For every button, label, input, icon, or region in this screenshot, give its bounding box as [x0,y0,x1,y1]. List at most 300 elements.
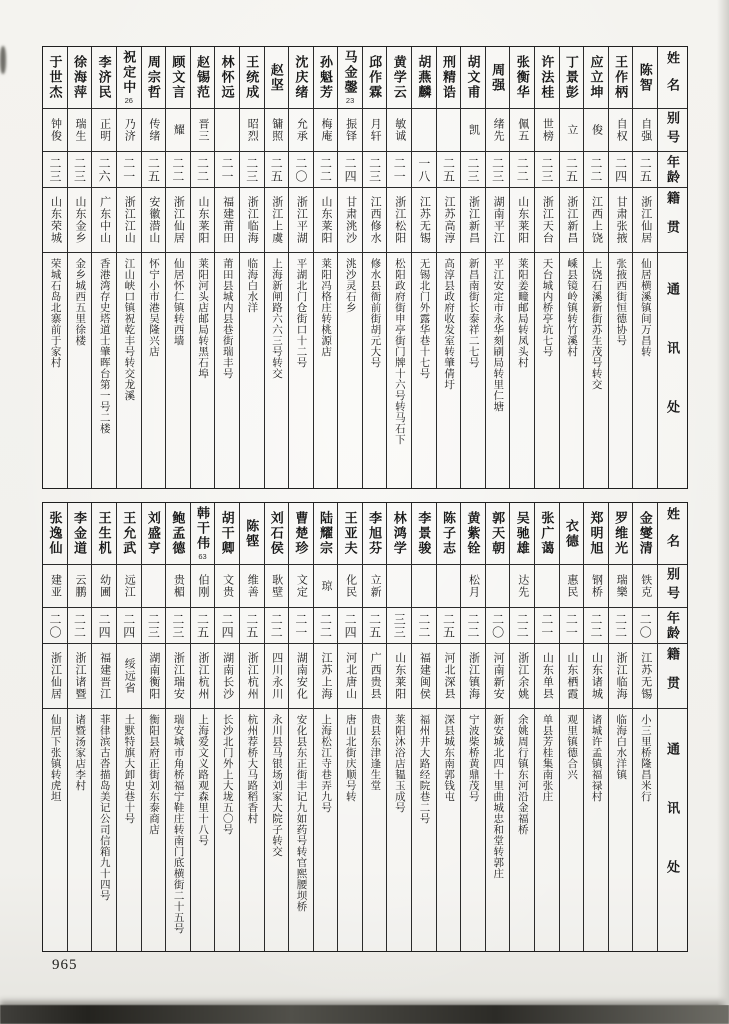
person-name: 胡文甫 [465,55,481,100]
person-hao-cell [240,109,264,152]
person-hao: 钟俊 [49,118,62,142]
person-name-cell [191,47,215,109]
person-age-cell [166,608,190,644]
person-column [337,503,362,951]
person-native-cell [387,188,411,253]
person-age: 三三 [392,612,407,639]
person-age: 二五 [146,156,161,183]
person-native-cell [166,644,190,709]
person-age-cell [191,608,215,644]
person-native-cell [338,644,362,709]
person-native-cell [117,188,141,253]
person-native-cell [240,644,264,709]
person-name: 王允武 [121,511,137,556]
person-addr: 上饶石溪新街苏生茂号转交 [590,258,603,390]
person-column [632,47,657,488]
person-name-cell [314,503,338,565]
person-addr-cell [314,253,338,488]
person-note: 23 [345,96,355,105]
person-native: 浙江仙居 [49,652,62,700]
person-age: 二三 [146,612,161,639]
person-addr-cell [43,709,67,951]
person-addr: 莆田县城内县巷街瑞丰号 [221,258,234,379]
person-name: 黄学云 [391,55,407,100]
person-native: 浙江江山 [123,196,136,244]
person-column [67,503,92,951]
person-name: 曹楚珍 [293,511,309,556]
person-hao-cell [142,565,166,608]
person-name: 刘石侯 [268,511,284,556]
person-hao-cell [240,565,264,608]
person-addr-cell [117,253,141,488]
person-native-cell [314,188,338,253]
person-hao-cell [584,565,608,608]
person-name: 郭天朝 [490,511,506,556]
person-native: 浙江临海 [615,652,628,700]
person-name: 陆耀宗 [317,511,333,556]
person-column [608,47,633,488]
person-hao: 允承 [295,118,308,142]
person-native-cell [633,188,657,253]
person-addr-cell [265,253,289,488]
person-addr: 松阳政府街申亭街门牌十六号转马石下 [393,258,406,445]
person-age-cell [166,152,190,188]
person-native-cell [68,188,92,253]
person-native: 山东诸城 [590,652,603,700]
person-addr-cell [584,709,608,951]
person-name-cell [240,503,264,565]
person-native: 福建莆田 [221,196,234,244]
person-name: 郑明旭 [588,511,604,556]
person-native: 浙江新昌 [565,196,578,244]
person-age-cell [314,608,338,644]
person-column [91,503,116,951]
person-age: 二五 [441,156,456,183]
person-age: 二二 [318,156,333,183]
person-addr: 张掖西街恒德协号 [615,258,628,346]
person-age: 二二 [589,156,604,183]
person-hao: 耿壁 [270,574,283,598]
person-name: 张逸仙 [47,511,63,556]
person-name-cell [43,47,67,109]
person-age-cell [412,608,436,644]
person-column [608,503,633,951]
person-age-cell [363,152,387,188]
person-native: 江苏高淳 [442,196,455,244]
person-name-cell [191,503,215,565]
person-column [239,47,264,488]
person-age-cell [535,152,559,188]
person-hao: 建亚 [49,574,62,598]
person-native-cell [437,188,461,253]
person-hao-cell [510,565,534,608]
person-native-cell [289,644,313,709]
person-native: 山东莱阳 [516,196,529,244]
person-name-cell [609,503,633,565]
person-native: 浙江瑞安 [172,652,185,700]
person-native-cell [535,188,559,253]
person-hao-cell [265,565,289,608]
person-age: 二二 [515,612,530,639]
person-native: 江西上饶 [590,196,603,244]
person-hao: 达先 [516,574,529,598]
person-age: 二三 [367,156,382,183]
person-age: 二二 [170,156,185,183]
person-name: 鲍孟德 [170,511,186,556]
person-addr: 荣城石岛北寨前于家村 [49,258,62,368]
person-hao: 世榜 [541,118,554,142]
person-native-cell [584,188,608,253]
person-hao: 凯 [467,124,480,136]
person-age-cell [437,152,461,188]
person-age-cell [584,152,608,188]
person-name: 王作柄 [613,55,629,100]
person-addr-cell [387,709,411,951]
person-hao: 耀 [172,124,185,136]
person-column [411,503,436,951]
person-age-cell [535,608,559,644]
scan-smudge-left [0,46,6,74]
person-addr-cell [240,709,264,951]
header-label-age: 年龄 [665,610,680,641]
person-native-cell [215,188,239,253]
person-age: 二〇 [293,156,308,183]
person-addr-cell [68,253,92,488]
person-name-cell [633,47,657,109]
person-age-cell [461,608,485,644]
header-cell-native [658,188,687,253]
person-hao-cell [338,109,362,152]
person-native-cell [510,188,534,253]
person-addr-cell [633,253,657,488]
person-age-cell [633,152,657,188]
person-native: 浙江镇海 [467,652,480,700]
person-column [190,47,215,488]
person-name-cell [437,47,461,109]
person-age: 二四 [97,612,112,639]
person-age: 二三 [72,156,87,183]
person-age: 二二 [318,612,333,639]
person-addr-cell [560,709,584,951]
person-native: 山东单县 [541,652,554,700]
header-label-addr: 通讯处 [665,741,680,919]
person-native: 江苏无锡 [418,196,431,244]
person-addr-cell [584,253,608,488]
person-addr: 杭州荐桥大马路稻香村 [246,714,259,824]
person-name-cell [117,47,141,109]
person-age-cell [338,152,362,188]
person-addr: 福州井大路经院巷二号 [418,714,431,824]
person-name: 胡干卿 [219,511,235,556]
person-native: 山东金乡 [74,196,87,244]
person-name-cell [289,47,313,109]
person-name-cell [609,47,633,109]
person-addr-cell [609,709,633,951]
person-addr-cell [314,709,338,951]
person-addr-cell [535,709,559,951]
directory-table-top [42,46,688,489]
person-age-cell [43,608,67,644]
person-age: 二五 [564,156,579,183]
person-age: 二一 [564,612,579,639]
person-name: 王生机 [96,511,112,556]
person-native-cell [633,644,657,709]
person-addr: 余姚周行镇东河沿金福桥 [516,714,529,835]
person-native: 浙江天台 [541,196,554,244]
person-age-cell [412,152,436,188]
person-native-cell [92,188,116,253]
person-name-cell [437,503,461,565]
person-native: 浙江上虞 [270,196,283,244]
person-hao-cell [486,109,510,152]
person-addr: 深县城东南郭钱屯 [443,714,456,802]
person-native-cell [265,188,289,253]
person-column [67,47,92,488]
person-age: 二二 [613,612,628,639]
person-native: 山东莱阳 [197,196,210,244]
person-hao-cell [215,565,239,608]
person-native-cell [43,188,67,253]
person-name-cell [584,503,608,565]
person-column [43,47,67,488]
person-age-cell [437,608,461,644]
person-column [264,47,289,488]
person-native-cell [486,644,510,709]
person-column [264,503,289,951]
person-age: 二五 [638,156,653,183]
person-name-cell [486,47,510,109]
person-addr-cell [166,709,190,951]
person-name-cell [314,47,338,109]
person-age-cell [387,608,411,644]
person-addr-cell [166,253,190,488]
person-hao-cell [338,565,362,608]
person-column [116,503,141,951]
person-addr: 唐山北街庆顺号转 [344,714,357,802]
person-native-cell [314,644,338,709]
person-native-cell [609,644,633,709]
person-native: 江苏上海 [319,652,332,700]
person-addr-cell [92,709,116,951]
person-native-cell [584,644,608,709]
person-name: 于世杰 [47,55,63,100]
person-name: 李景骏 [416,511,432,556]
person-name-cell [461,47,485,109]
person-age-cell [117,608,141,644]
person-name-cell [265,503,289,565]
person-age: 二五 [441,612,456,639]
person-name: 韩干伟 [195,506,211,551]
person-name: 李金道 [72,511,88,556]
person-name-cell [584,47,608,109]
person-name: 王亚夫 [342,511,358,556]
person-hao: 传绪 [147,118,160,142]
person-age-cell [92,608,116,644]
person-addr: 香港湾存史塔道士肇晖台第一号二楼 [98,258,111,434]
person-hao: 昭烈 [246,118,259,142]
person-age-cell [363,608,387,644]
person-native-cell [117,644,141,709]
person-native: 甘肃张掖 [615,196,628,244]
person-addr-cell [412,709,436,951]
person-native: 福建闽侯 [418,652,431,700]
person-name: 赵坚 [268,62,284,93]
person-hao: 晋三 [197,118,210,142]
person-hao: 自强 [639,118,652,142]
person-hao-cell [289,109,313,152]
person-addr-cell [412,253,436,488]
person-hao-cell [461,109,485,152]
person-column [632,503,657,951]
header-label-name: 姓名 [665,506,680,561]
person-name-cell [633,503,657,565]
person-name: 衣德 [563,518,579,549]
person-addr: 修水县衙前街胡元大号 [369,258,382,368]
person-name-cell [142,503,166,565]
person-column [436,503,461,951]
person-hao: 立 [565,124,578,136]
person-addr: 单县芳桂集南张庄 [541,714,554,802]
person-age-cell [142,152,166,188]
person-age: 二四 [220,612,235,639]
header-label-native: 籍贯 [665,191,680,249]
person-hao-cell [363,109,387,152]
person-native: 广西贵县 [369,652,382,700]
person-native: 江西修水 [369,196,382,244]
person-column [559,503,584,951]
person-addr-cell [510,253,534,488]
person-name: 赵锡范 [195,55,211,100]
person-age-cell [510,608,534,644]
person-native: 河北唐山 [344,652,357,700]
person-native-cell [387,644,411,709]
person-age: 二三 [244,156,259,183]
person-name: 丁景彭 [563,55,579,100]
person-name-cell [338,47,362,109]
person-age-cell [486,608,510,644]
person-age: 二〇 [47,612,62,639]
person-addr-cell [215,253,239,488]
person-hao-cell [265,109,289,152]
person-hao-cell [609,109,633,152]
person-name-cell [338,503,362,565]
header-cell-age [658,608,687,644]
person-name-cell [412,47,436,109]
person-column [534,47,559,488]
person-addr-cell [535,253,559,488]
person-addr-cell [437,253,461,488]
person-age: 二四 [613,156,628,183]
person-age-cell [215,152,239,188]
person-name: 刘盛亨 [145,511,161,556]
person-name-cell [240,47,264,109]
person-addr: 平湖北门仓街口十二号 [295,258,308,368]
person-addr: 天台城内桥亭坑七号 [541,258,554,357]
person-column [43,503,67,951]
person-native-cell [338,188,362,253]
person-name: 邱作霖 [367,55,383,100]
person-hao-cell [535,565,559,608]
person-hao-cell [560,565,584,608]
person-name: 林鸿学 [391,511,407,556]
person-hao-cell [117,565,141,608]
person-hao-cell [387,109,411,152]
page-number: 965 [52,957,78,973]
person-native: 山东莱阳 [393,652,406,700]
person-column [362,47,387,488]
person-native-cell [166,188,190,253]
person-addr-cell [92,253,116,488]
person-hao-cell [314,109,338,152]
person-native: 绥远省 [123,658,136,694]
person-addr: 莱阳河头店邮局转黑石埠 [197,258,210,379]
person-age: 二二 [515,156,530,183]
person-addr-cell [363,253,387,488]
person-native-cell [363,188,387,253]
person-native: 浙江平湖 [295,196,308,244]
header-label-age: 年龄 [665,154,680,185]
person-name-cell [535,503,559,565]
person-name: 张广蔼 [539,511,555,556]
person-column [165,47,190,488]
person-addr-cell [387,253,411,488]
person-native: 浙江余姚 [516,652,529,700]
person-addr: 新昌南街长泰祥二七号 [467,258,480,368]
person-name: 李济民 [96,55,112,100]
header-label-name: 姓名 [665,50,680,105]
person-hao: 贵楣 [172,574,185,598]
header-cell-name [658,503,687,565]
person-column [288,503,313,951]
person-age: 二三 [539,156,554,183]
person-native: 浙江仙居 [639,196,652,244]
person-name: 金燮清 [637,511,653,556]
person-addr-cell [191,709,215,951]
person-native: 浙江诸暨 [74,652,87,700]
person-addr: 瑞安城市角桥福宁鞋庄转南门底横街二十五号 [172,714,185,934]
person-name: 张衡华 [514,55,530,100]
person-native-cell [461,188,485,253]
person-hao-cell [437,109,461,152]
person-name-cell [265,47,289,109]
person-age: 二四 [343,156,358,183]
person-name: 徐海萍 [72,55,88,100]
person-native-cell [486,188,510,253]
person-native: 浙江杭州 [246,652,259,700]
person-name-cell [43,503,67,565]
person-age: 二四 [121,612,136,639]
person-native: 河南新安 [492,652,505,700]
person-addr: 无锡北门外露华巷十七号 [418,258,431,379]
person-native: 安徽潜山 [147,196,160,244]
person-column [288,47,313,488]
person-hao-cell [412,565,436,608]
person-age: 二一 [392,156,407,183]
header-cell-hao [658,109,687,152]
person-column [386,503,411,951]
person-name-cell [461,503,485,565]
person-addr: 临海白水洋镇 [615,714,628,780]
person-hao: 化民 [344,574,357,598]
header-column [657,503,687,951]
person-hao-cell [166,565,190,608]
person-hao-cell [117,109,141,152]
header-column [657,47,687,488]
person-native-cell [609,188,633,253]
person-addr: 金乡城西五里徐楼 [74,258,87,346]
person-addr: 上海爱文义路观森里十八号 [197,714,210,846]
person-hao: 梅庵 [319,118,332,142]
